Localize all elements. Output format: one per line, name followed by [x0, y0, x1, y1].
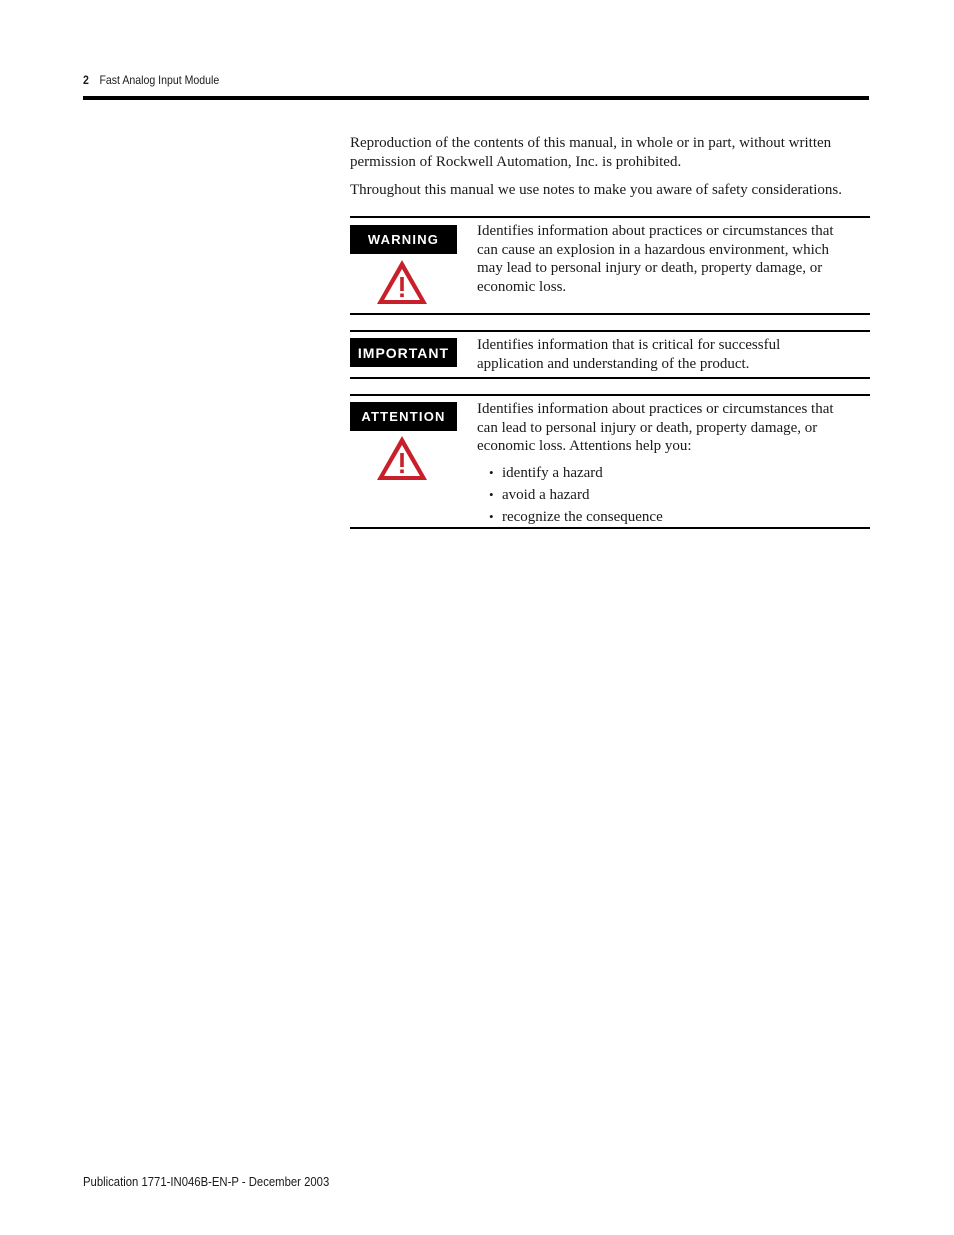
attention-notice	[350, 394, 870, 529]
bullet-icon: •	[489, 487, 494, 503]
bullet-icon: •	[489, 509, 494, 525]
bullet-text: identify a hazard	[502, 465, 603, 482]
important-notice	[350, 330, 870, 379]
list-item	[477, 506, 837, 528]
bullet-text: avoid a hazard	[502, 487, 590, 504]
warning-label: WARNING	[350, 225, 457, 254]
warning-text: Identifies information about practices or circumstances that can cause an explosion in a hazardous environment, which may lead to personal injury or death, property damage, or economic loss.	[477, 223, 834, 296]
safety-notes-paragraph: Throughout this manual we use notes to make you aware of safety considerations.	[350, 182, 842, 198]
copyright-paragraph: Reproduction of the contents of this manual, in whole or in part, without written permission of Rockwell Automation, Inc. is prohibited.	[350, 135, 832, 170]
attention-bullet-list	[477, 462, 837, 528]
warning-triangle-icon	[375, 434, 429, 482]
main-content	[350, 134, 870, 529]
header-title: Fast Analog Input Module	[99, 73, 220, 87]
header-rule	[83, 96, 869, 100]
running-header	[83, 73, 219, 87]
important-text: Identifies information that is critical for successful application and understanding of the product.	[477, 337, 781, 372]
list-item	[477, 462, 837, 484]
attention-body	[477, 400, 837, 528]
important-label: IMPORTANT	[350, 338, 457, 367]
list-item	[477, 484, 837, 506]
attention-label: ATTENTION	[350, 402, 457, 431]
bullet-icon: •	[489, 465, 494, 481]
page-number: 2	[83, 73, 89, 87]
warning-notice	[350, 216, 870, 315]
bullet-text: recognize the consequence	[502, 509, 663, 526]
warning-triangle-icon	[375, 258, 429, 306]
attention-text: Identifies information about practices or circumstances that can lead to personal injury or death, property damage, or economic loss. Attentions help you:	[477, 401, 834, 455]
publication-footer: Publication 1771-IN046B-EN-P - December 2003	[83, 1174, 330, 1189]
